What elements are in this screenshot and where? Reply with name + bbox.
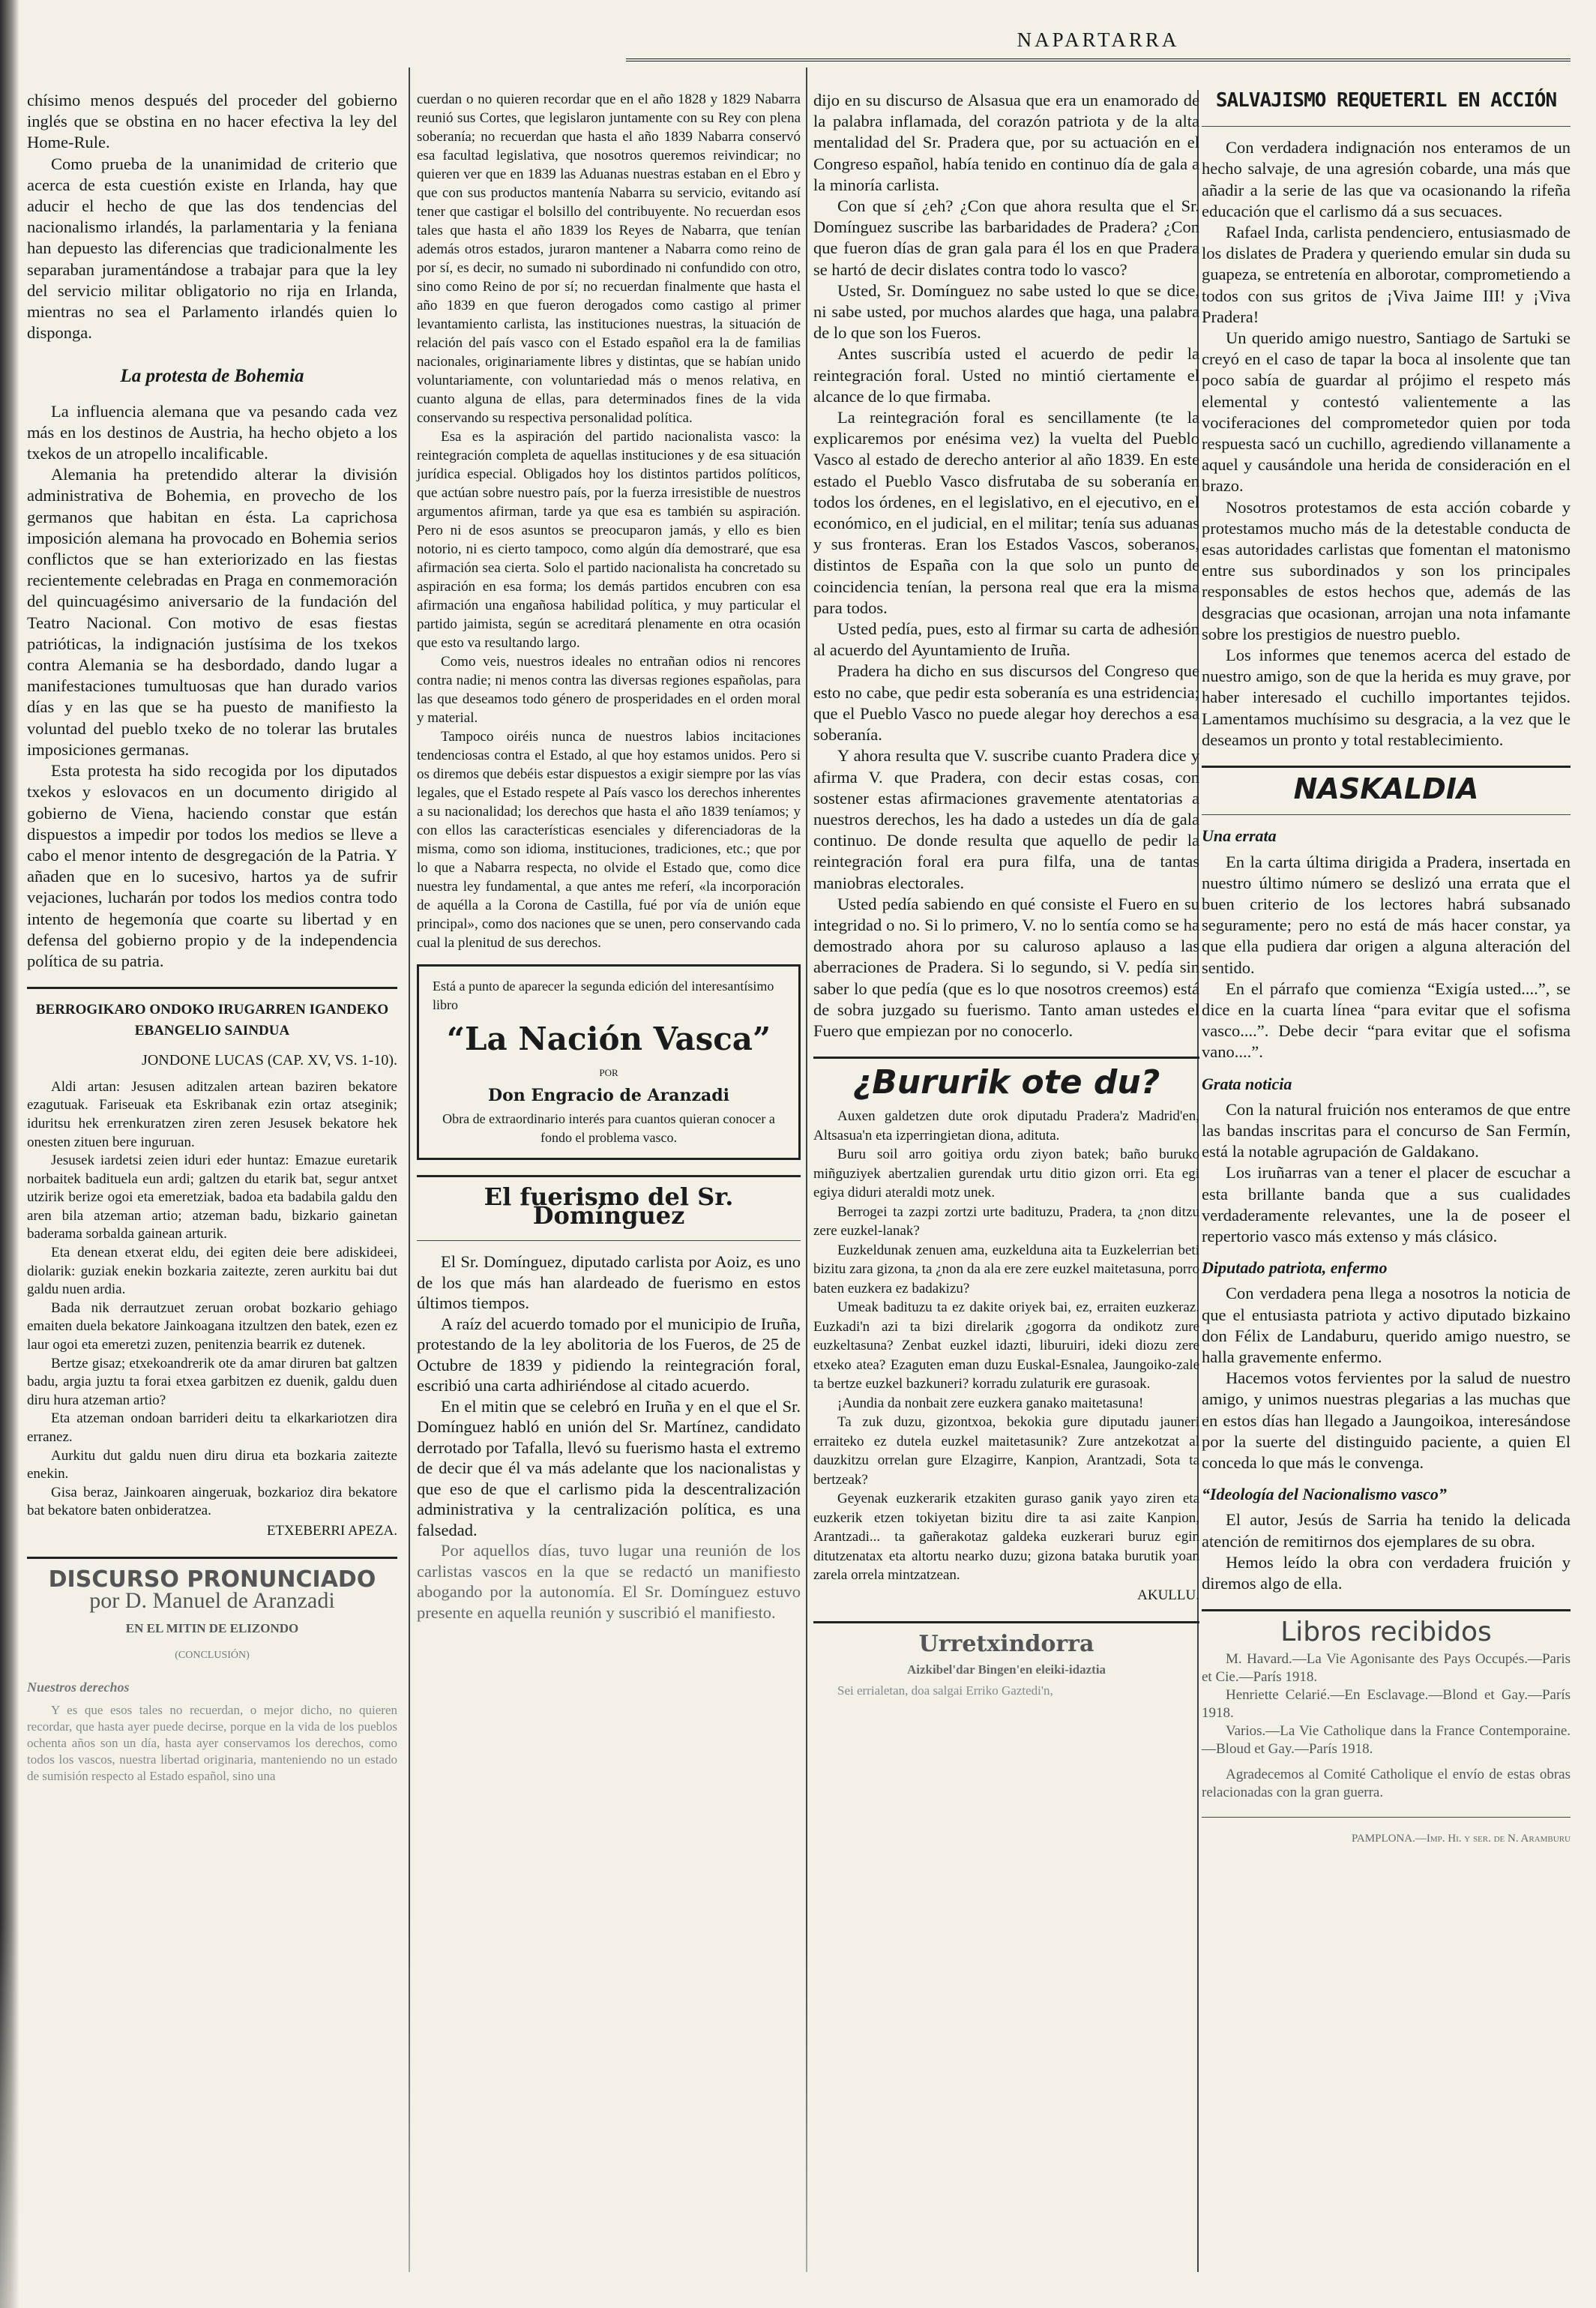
- signature: AKULLU.: [1137, 1587, 1199, 1603]
- paragraph: El autor, Jesús de Sarria ha tenido la delicada atención de remitirnos dos ejemplares de su obra.: [1202, 1510, 1571, 1551]
- subsection-title: Una errata: [1202, 826, 1277, 846]
- paragraph: Como veis, nuestros ideales no entrañan odios ni rencores contra nadie; ni menos contra las diversas regiones españolas, para las que deseamos todo género de prosperidades en el orden moral y material.: [417, 654, 801, 726]
- book-advertisement: [417, 964, 801, 1160]
- book-entry: Varios.—La Vie Catholique dans la France Contemporaine.—Bloud et Gay.—París 1918.: [1202, 1723, 1571, 1758]
- discourse-note: (CONCLUSIÓN): [175, 1649, 250, 1661]
- paragraph: Los informes que tenemos acerca del estado de nuestro amigo, son de que la herida es muy grave, por haber interesado el cuchillo importantes tejidos. Lamentamos muchísimo su desgracia, a la vez que le deseamos un pronto y total restablecimiento.: [1202, 646, 1571, 749]
- paragraph: Eta atzeman ondoan barrideri deitu ta elkarkariotzen dira erranez.: [27, 1410, 397, 1446]
- masthead: [626, 22, 1571, 61]
- divider: [1202, 1817, 1571, 1818]
- paragraph: Umeak badituzu ta ez dakite oriyek bai, ez, erraiten euzkeraz. Euzkadi'n azi ta bizi direlarik ¿gogorra da ondikotz zure euzkeltasuna? Zenbat euzkel idazti, liburuiri, ideki diozu zere etxeko atea? Ezaguten eman duzu Euskal-Esnalea, Jaungoiko-zale ta bertze euzkel bazkuneri? korradu zulaturik ere gurasoak.: [813, 1299, 1199, 1392]
- paragraph: Usted pedía, pues, esto al firmar su carta de adhesión al acuerdo del Ayuntamiento de Iruña.: [813, 619, 1199, 660]
- paragraph: Aldi artan: Jesusen aditzalen artean baziren bekatore ezagutuak. Fariseuak eta Eskribanak ezin ortaz atseginik; iduritsu hek errenkuratzen ziren zeren Jesusek bekatore hek onesten zituen bere inguruan.: [27, 1078, 397, 1150]
- paragraph: Con la natural fruición nos enteramos de que entre las bandas inscritas para el concurso de San Fermín, está la notable agrupación de Galdakano.: [1202, 1099, 1571, 1161]
- scan-fade: [0, 1920, 825, 2308]
- paragraph: Gisa beraz, Jainkoaren aingeruak, bozkarioz dira bekatore bat bekatore baten onbideratzea.: [27, 1484, 397, 1519]
- divider: [417, 1240, 801, 1241]
- paragraph: El Sr. Domínguez, diputado carlista por Aoiz, es uno de los que más han alardeado de fuerismo en estos últimos tiempos.: [417, 1252, 801, 1312]
- paragraph: Eta denean etxerat eldu, dei egiten deie bere adiskideei, diolarik: guziak enekin bozkaria zaitezte, zeren aurkitu bai dut galdu nuen ardia.: [27, 1245, 397, 1298]
- paragraph: Los iruñarras van a tener el placer de escuchar a esta brillante banda que a sus cualidades verdaderamente relevantes, une la de poseer el repertorio vasco más extenso y más clásico.: [1202, 1163, 1571, 1245]
- imprint: PAMPLONA.—Imp. Hi. y ser. de N. Aramburu: [1351, 1833, 1571, 1845]
- paragraph: Buru soil arro goitiya ordu ziyon batek; baño buruko miñguziyek abertzalien gurendak urtu ditio gizon orri. Eta egi egiya diduri ateraldi motz unek.: [813, 1147, 1199, 1201]
- discourse-title: DISCURSO PRONUNCIADO: [48, 1566, 376, 1593]
- ad-lead: Está a punto de aparecer la segunda edición del interesantísimo libro: [433, 979, 774, 1012]
- paragraph: Bada nik derrautzuet zeruan orobat bozkario gehiago emaiten duela bekatore Jainkoagana itzultzen den batek, ezen ez laur ogoi eta emeretzi zuzen, penitenzia bearrik ez dutenek.: [27, 1299, 397, 1353]
- salvajismo-title: SALVAJISMO REQUETERIL EN ACCIÓN: [1215, 89, 1557, 112]
- paragraph: Con verdadera pena llega a nosotros la noticia de que el entusiasta patriota y activo diputado bizkaino don Félix de Landaburu, querido amigo nuestro, se halla gravemente enfermo.: [1202, 1284, 1571, 1366]
- divider: [813, 1057, 1199, 1059]
- signature: ETXEBERRI APEZA.: [266, 1522, 397, 1539]
- paragraph: Ta zuk duzu, gizontxoa, bekokia gure diputadu jauneri erraiteko ez dutela euzkel maitetasunik? Zure antzekotzat al dauzkitzu orrelan gure Elzagirre, Kanpion, Arantzadi, Sota ta bertzeak?: [813, 1414, 1199, 1488]
- paragraph: Sei errialetan, doa salgai Erriko Gaztedi'n,: [837, 1683, 1053, 1698]
- paragraph: Usted, Sr. Domínguez no sabe usted lo que se dice, ni sabe usted, por muchos alardes que haga, una palabra de lo que son los Fueros.: [813, 280, 1199, 343]
- column-1: [27, 90, 397, 1785]
- paragraph: A raíz del acuerdo tomado por el municipio de Iruña, protestando de la ley abolitoria de los Fueros, de 25 de Octubre de 1839 y pidiendo la reintegración foral, escribió una carta adhiriéndose al citado acuerdo.: [417, 1314, 801, 1395]
- paragraph: En el párrafo que comienza “Exigía usted....”, se dice en la cuarta línea “para evitar que el sofisma vasco....”. Debe decir “para evitar que el sofisma vano....”.: [1202, 979, 1571, 1062]
- paragraph: La influencia alemana que va pesando cada vez más en los destinos de Austria, ha hecho objeto a los txekos de un atropello incalificable.: [27, 401, 397, 463]
- ad-por: POR: [599, 1067, 618, 1078]
- paragraph: Euzkeldunak zenuen ama, euzkelduna aita ta Euzkelerrian beti bizitu zara gizona, ta ¿non da ala ere zere euzkel maitetasuna, porro baten euzkera ez badakizu?: [813, 1242, 1199, 1296]
- paragraph: Antes suscribía usted el acuerdo de pedir la reintegración foral. Usted no mintió ciertamente el alcance de lo que firmaba.: [813, 344, 1199, 406]
- paragraph: Tampoco oiréis nunca de nuestros labios incitaciones tendenciosas contra el Estado, al que hoy estamos unidos. Pero si os diremos que debéis estar dispuestos a exigir siempre por las vías legales, que el Estado respete al País vasco los derechos inherentes a su nacionalidad; los derechos que hasta el año 1839 teníamos; y con ellos las características esenciales y diferenciadoras de la misma, como son idioma, instituciones, tradiciones, etc.; que por lo que a Nabarra respecta, no olvide el Estado que, como dice nuestra ley fundamental, a que antes me referí, «la incorporación de aquélla a la Corona de Castilla, fué por vía de unión eque principal», como dos naciones que se unen, pero conservando cada cual la plenitud de sus derechos.: [417, 729, 801, 951]
- divider: [1202, 766, 1571, 768]
- paragraph: ¡Aundia da nonbait zere euzkera ganako maitetasuna!: [837, 1395, 1144, 1411]
- divider: [813, 1621, 1199, 1623]
- masthead-title: NAPARTARRA: [1017, 28, 1180, 51]
- divider: [27, 1557, 397, 1559]
- paragraph: Esa es la aspiración del partido nacionalista vasco: la reintegración completa de aquellas instituciones y de esa situación jurídica especial. Obligados hoy los distintos partidos políticos, que actúan sobre nuestro país, por la fuerza irresistible de nuestros argumentos afirman, tarde ya que esa es también su aspiración. Pero ni de esos asuntos se preocuparon jamás, y ello es bien notorio, ni es cierto tampoco, como algún día demostraré, que esa afirmación sea cierta. Solo el partido nacionalista ha concretado su aspiración en esa forma; los demás partidos encubren con esa afirmación una engañosa habilidad política, y muy particular el partido jaimista, según se acreditará plenamente en otra ocasión que esto va resultando largo.: [417, 429, 801, 651]
- gospel-reference: JONDONE LUCAS (CAP. XV, VS. 1-10).: [142, 1051, 397, 1069]
- subsection-title: Grata noticia: [1202, 1074, 1292, 1093]
- book-entry: Henriette Celarié.—En Esclavage.—Blond et Gay.—París 1918.: [1202, 1687, 1571, 1722]
- paragraph: cuerdan o no quieren recordar que en el año 1828 y 1829 Nabarra reunió sus Cortes, que legislaron juntamente con su Rey con plena soberanía; no recuerdan que hasta el año 1839 Nabarra conservó esa facultad legislativa, que nosotros queremos reivindicar; no quieren ver que en 1839 las Aduanas nuestras estaban en el Ebro y que con sus productos mantenía Nabarra su servicio, evitando así tener que castigar el bolsillo del contribuyente. No recuerdan esos tales que hasta el año 1839 los Reyes de Nabarra, que tenían además otros estados, juraron mantener a Nabarra como reino de por sí, es decir, no sumado ni subordinado ni confundido con otro, sino como Reino de por sí; no recuerdan finalmente que hasta el año 1839 en que fueron derogados como castigo al primer levantamiento carlista, las instituciones nuestras, la situación de relación del país vasco con el Estado español era la de familias nacionales, originariamente libres y distintas, que se habían unido voluntariamente, con voluntariedad más o menos relativa, en cuanto alguna de ellas, para determinados fines de la vida conservando su respectiva personalidad política.: [417, 91, 801, 426]
- libros-title: Libros recibidos: [1280, 1617, 1492, 1648]
- paragraph: Por aquellos días, tuvo lugar una reunión de los carlistas vascos en la que se redactó un manifiesto abogando por la autonomía. El Sr. Domínguez estuvo presente en aquella reunión y suscribió el manifiesto.: [417, 1541, 801, 1622]
- subsection-title: “Ideología del Nacionalismo vasco”: [1202, 1485, 1447, 1504]
- ad-author: Don Engracio de Aranzadi: [488, 1086, 729, 1105]
- paragraph: Hemos leído la obra con verdadera fruición y diremos algo de ella.: [1202, 1552, 1571, 1593]
- divider: [1202, 814, 1571, 815]
- urretxindorra-title: Urretxindorra: [918, 1631, 1094, 1658]
- paragraph: Y ahora resulta que V. suscribe cuanto Pradera dice y afirma V. que Pradera, con decir estas cosas, con sostener estas afirmaciones gravemente atentatorias a nuestros derechos, les ha dado a ustedes un día de gala continuo. De donde resulta que aquello de pedir la reintegración foral era pura filfa, una de tantas maniobras electorales.: [813, 746, 1199, 892]
- column-3: [813, 90, 1199, 1702]
- paragraph: Esta protesta ha sido recogida por los diputados txekos y eslovacos en un documento dirigido al gobierno de Viena, haciendo constar que están dispuestos a impedir por todos los medios se lleve a cabo el menor intento de desgregación de la Patria. Y añaden que en lo sucesivo, hartos ya de sufrir vejaciones, lucharán por todos los medios contra todo intento de hegemonía que coarte su libertad y en defensa del gobierno propio y de la independencia política de su patria.: [27, 761, 397, 970]
- fuerismo-title: El fuerismo del Sr. Domínguez: [484, 1182, 734, 1230]
- urretxindorra-subtitle: Aizkibel'dar Bingen'en eleiki-idaztia: [906, 1662, 1106, 1677]
- paragraph: La reintegración foral es sencillamente (te la explicaremos por enésima vez) la vuelta del Pueblo Vasco al estado de derecho anterior al año 1839. En este estado el Pueblo Vasco disfrutaba de su soberanía en todos los órdenes, en el legislativo, en el ejecutivo, en el económico, en el judicial, en el militar; tenía sus aduanas y sus fronteras. Eran los Estados Vascos, soberanos, distintos de España con la que solo un punto de coincidencia tenían, la persona real que era la misma para todos.: [813, 408, 1199, 617]
- paragraph: Un querido amigo nuestro, Santiago de Sartuki se creyó en el caso de tapar la boca al insolente que tan poco sabía de guardar al prójimo el respeto más elemental y contestó valientemente a las vociferaciones del comprometedor quien por toda respuesta sacó un cuchillo, agrediendo villanamente a aquel y causándole una herida de consideración en el brazo.: [1202, 328, 1571, 496]
- section-title-bohemia: La protesta de Bohemia: [120, 366, 304, 387]
- paragraph: En el mitin que se celebró en Iruña y en el que el Sr. Domínguez habló en unión del Sr. Martínez, candidato derrotado por Tafalla, llevó su fuerismo hasta el extremo de decir que él va más adelante que los nacionalistas y que eso de que el carlismo pida la descentralización administrativa y la centralización política, es una falsedad.: [417, 1396, 801, 1539]
- column-4: [1202, 90, 1571, 1850]
- paragraph: Con verdadera indignación nos enteramos de un hecho salvaje, de una agresión cobarde, una más que añadir a la serie de las que va ocasionando la rifeña educación que el carlismo dá a sus secuaces.: [1202, 138, 1571, 220]
- discourse-author: por D. Manuel de Aranzadi: [89, 1588, 335, 1614]
- ad-text: Obra de extraordinario interés para cuantos quieran conocer a fondo el problema vasco.: [442, 1111, 775, 1145]
- divider: [1202, 1609, 1571, 1611]
- gospel-header: BERROGIKARO ONDOKO IRUGARREN IGANDEKO EBANGELIO SAINDUA: [35, 1002, 389, 1039]
- paragraph: Alemania ha pretendido alterar la división administrativa de Bohemia, en provecho de los germanos que habitan en ésta. La caprichosa imposición alemana ha provocado en Bohemia serios conflictos que se han exteriorizado en las fiestas recientemente celebradas en Praga en conmemoración del quincuagésimo aniversario de la fundación del Teatro Nacional. Con motivo de esas fiestas patrióticas, la indignación justísima de los txekos contra Alemania se ha desbordado, dando lugar a manifestaciones tumultuosas que han durado varios días y en las que se ha puesto de manifiesto la voluntad del pueblo txeko de no tolerar las brutales imposiciones germanas.: [27, 465, 397, 759]
- divider: [417, 1175, 801, 1177]
- discourse-subtitle: Nuestros derechos: [27, 1680, 130, 1695]
- book-entry: M. Havard.—La Vie Agonisante des Pays Occupés.—Paris et Cie.—París 1918.: [1202, 1651, 1571, 1686]
- ad-book-title: “La Nación Vasca”: [446, 1021, 771, 1057]
- bururik-title: ¿Bururik ote du?: [852, 1063, 1160, 1102]
- paragraph: Usted pedía sabiendo en qué consiste el Fuero en su integridad o no. Si lo primero, V. no lo sentía como se ha demostrado ahora por su caluroso aplauso a las aberraciones de Pradera. Si lo segundo, si V. pedía sin saber lo que pedía (que es lo que nosotros creemos) está de sobra juzgado su fuerismo. Tanto aman ustedes el Fuero que empiezan por no conocerlo.: [813, 894, 1199, 1040]
- paragraph: Berrogei ta zazpi zortzi urte badituzu, Pradera, ta ¿non ditzu zere euzkel-lanak?: [813, 1203, 1199, 1239]
- paragraph: Aurkitu dut galdu nuen diru dirua eta bozkaria zaitezte enekin.: [27, 1447, 397, 1482]
- divider: [1202, 126, 1571, 127]
- paragraph: Hacemos votos fervientes por la salud de nuestro amigo, y unimos nuestras plegarias a las muchas que en estos días han llegado a Jaungoikoa, interesándose por la suerte del distinguido paciente, a quien El conceda lo que más le convenga.: [1202, 1368, 1571, 1472]
- paragraph: Como prueba de la unanimidad de criterio que acerca de esta cuestión existe en Irlanda, hay que aducir el hecho de que las dos tendencias del nacionalismo irlandés, la parlamentaria y la feniana han depuesto las diferencias que tradicionalmente les separaban juramentándose a trabajar para que la ley del servicio militar obligatorio no rija en Irlanda, mientras no sea el Parlamento irlandés quien lo disponga.: [27, 154, 397, 343]
- paragraph: Nosotros protestamos de esta acción cobarde y protestamos mucho más de la detestable conducta de esas autoridades carlistas que fomentan el matonismo entre sus subordinados y son los principales responsables de estos hechos que, además de las desgracias que ocasionan, arrojan una nota infamante sobre los prestigios de nuestro pueblo.: [1202, 497, 1571, 643]
- paragraph: Agradecemos al Comité Catholique el envío de estas obras relacionadas con la gran guerra.: [1202, 1767, 1571, 1801]
- paragraph: Bertze gisaz; etxekoandrerik ote da amar diruren bat galtzen badu, argia juztu ta forai etxea garbitzen ez duenik, galdu duen diru hura atzeman artio?: [27, 1355, 397, 1408]
- paragraph: Rafael Inda, carlista pendenciero, entusiasmado de los dislates de Pradera y queriendo emular sin duda su guapeza, se entretenía en alborotar, comprometiendo a todos con sus gritos de ¡Viva Jaime III! y ¡Viva Pradera!: [1202, 223, 1571, 326]
- paragraph: Con que sí ¿eh? ¿Con que ahora resulta que el Sr. Domínguez suscribe las barbaridades de Pradera? ¿Con que fueron días de gran gala para él los en que Pradera se hartó de decir dislates contra todo lo vasco?: [813, 196, 1199, 279]
- paragraph: chísimo menos después del proceder del gobierno inglés que se obstina en no hacer efectiva la ley del Home-Rule.: [27, 91, 397, 152]
- paragraph: Pradera ha dicho en sus discursos del Congreso que esto no cabe, que pedir esta soberanía es una estridencia; que el Pueblo Vasco no puede alegar hoy derechos a esa soberanía.: [813, 661, 1199, 745]
- discourse-place: EN EL MITIN DE ELIZONDO: [125, 1620, 299, 1635]
- paragraph: Y es que esos tales no recuerdan, o mejor dicho, no quieren recordar, que hasta ayer puede decirse, porque en la vida de los pueblos ochenta años son un día, hasta ayer conservamos los derechos, como todos los vascos, nuestra libertad originaria, manteniendo no un estado de sumisión respecto al Estado español, sino una: [27, 1703, 397, 1784]
- paragraph: En la carta última dirigida a Pradera, insertada en nuestro último número se deslizó una errata que el buen criterio de los lectores habrá subsanado seguramente; pero no está de más hacer constar, ya que ella pudiera dar origen a alguna alteración del sentido.: [1202, 852, 1571, 977]
- paragraph: Jesusek iardetsi zeien iduri eder huntaz: Emazue euretarik norbaitek badituela eun ardi; galtzen du etarik bat, segur antxet utzirik berize ogoi eta emeretziak, badoa eta badabila galdu den aren bila atzeman artio; atzeman badu, bizkario gainetan baderama sorbalda gainean arturik.: [27, 1153, 397, 1242]
- paragraph: Auxen galdetzen dute orok diputadu Pradera'z Madrid'en, Altsasua'n eta izperringietan diona, adituta.: [813, 1108, 1199, 1144]
- divider: [27, 987, 397, 989]
- paragraph: Geyenak euzkerarik etzakiten guraso ganik yayo ziren eta euzkerik etzen tokiyetan bizitu dire ta asi zaite Kanpion, Arantzadi... ta gañerakotaz galdeka euzkerari buruz egin ditutzenatax eta altortu nearko duzu; gizona bataka burutik yoan zarela orrela mintzatzean.: [813, 1491, 1199, 1584]
- naskaldia-title: NASKALDIA: [1293, 772, 1479, 806]
- column-2: [417, 90, 801, 1623]
- subsection-title: Diputado patriota, enfermo: [1202, 1258, 1388, 1278]
- paragraph: dijo en su discurso de Alsasua que era un enamorado de la palabra inflamada, del corazón patriota y de la alta mentalidad del Sr. Pradera que, por su actuación en el Congreso español, había tenido en continuo día de gala a la minoría carlista.: [813, 91, 1199, 194]
